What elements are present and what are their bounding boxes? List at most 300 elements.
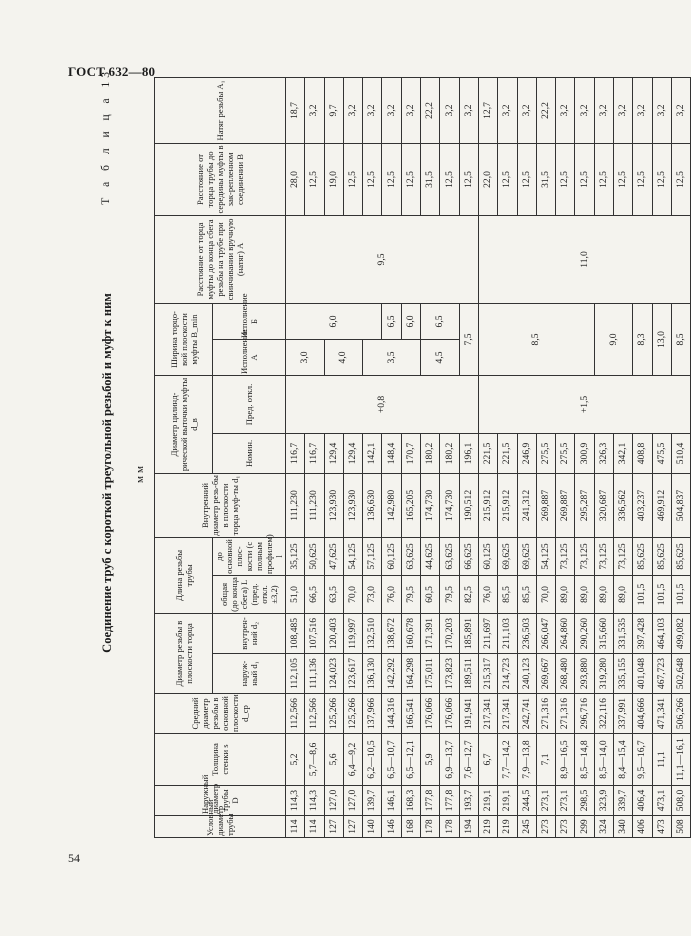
- cell-s: 8,4—15,4: [614, 734, 633, 786]
- cell-s: 6,9—13,7: [440, 734, 459, 786]
- cell-l: 54,125: [343, 537, 362, 575]
- cell-version-ab: 9,0: [594, 303, 633, 375]
- cell-dsr: 506,266: [671, 694, 690, 734]
- cell-distance-mid: 12,5: [671, 143, 690, 215]
- cell-dn: 142,1: [363, 433, 382, 473]
- cell-d2: 120,403: [324, 613, 343, 653]
- cell-D: 273,1: [556, 786, 575, 816]
- col-distance-mid: Расстояние от торца трубы до середины муфты в зак-репленном соединении B: [155, 143, 286, 215]
- cell-l: 85,625: [633, 537, 652, 575]
- col-full-length: до основной плос-кости (с полным профилем) l: [214, 534, 284, 574]
- cell-dn: 300,9: [575, 433, 594, 473]
- cell-dm: 142,980: [382, 473, 401, 537]
- cell-dn: 275,5: [556, 433, 575, 473]
- cell-distance-mid: 12,5: [517, 143, 536, 215]
- cell-D: 219,1: [498, 786, 517, 816]
- cell-tightening: 3,2: [614, 77, 633, 143]
- cell-l: 73,125: [575, 537, 594, 575]
- cell-distance-mid: 12,5: [594, 143, 613, 215]
- cell-D: 127,0: [324, 786, 343, 816]
- cell-D: 219,1: [478, 786, 497, 816]
- cell-distance-runout: 9,5: [286, 215, 479, 303]
- cell-du: 473: [652, 816, 671, 838]
- cell-d2: 397,428: [633, 613, 652, 653]
- cell-d2: 138,672: [382, 613, 401, 653]
- cell-d1: 269,667: [536, 654, 555, 694]
- cell-recess-deviation: +0,8: [286, 375, 479, 433]
- cell-l: 73,125: [614, 537, 633, 575]
- cell-d1: 214,723: [498, 654, 517, 694]
- cell-dn: 170,7: [401, 433, 420, 473]
- cell-L: 66,5: [305, 575, 324, 613]
- cell-s: 5,7—8,6: [305, 734, 324, 786]
- table-caption: Соединение труб с короткой треугольной резьбой и муфт к ним: [100, 293, 114, 653]
- cell-version-ab: 13,0: [652, 303, 671, 375]
- col-outer-diameter: Наружный диаметр трубы D: [155, 786, 286, 816]
- cell-version-ab: 7,5: [459, 303, 478, 375]
- cell-d2: 266,047: [536, 613, 555, 653]
- cell-du: 178: [440, 816, 459, 838]
- cell-tightening: 3,2: [343, 77, 362, 143]
- cell-tightening: 3,2: [594, 77, 613, 143]
- cell-d2: 236,503: [517, 613, 536, 653]
- cell-D: 146,1: [382, 786, 401, 816]
- cell-d2: 107,516: [305, 613, 324, 653]
- table-row: [614, 77, 633, 837]
- cell-du: 324: [594, 816, 613, 838]
- cell-L: 63,5: [324, 575, 343, 613]
- cell-dsr: 144,316: [382, 694, 401, 734]
- cell-d1: 293,880: [575, 654, 594, 694]
- cell-d1: 175,011: [421, 654, 440, 694]
- cell-L: 101,5: [652, 575, 671, 613]
- table-row: [498, 77, 517, 837]
- cell-distance-mid: 31,5: [536, 143, 555, 215]
- cell-distance-mid: 12,5: [401, 143, 420, 215]
- cell-s: 5,6: [324, 734, 343, 786]
- cell-version-b: 6,0: [286, 303, 382, 339]
- col-total-length: общая (до конца сбега) L (пред. откл. ±3,2): [213, 575, 286, 613]
- cell-L: 60,5: [421, 575, 440, 613]
- cell-L: 89,0: [575, 575, 594, 613]
- cell-d1: 124,023: [324, 654, 343, 694]
- cell-dm: 269,887: [536, 473, 555, 537]
- cell-s: 8,9—16,5: [556, 734, 575, 786]
- cell-tightening: 3,2: [382, 77, 401, 143]
- cell-d2: 132,510: [363, 613, 382, 653]
- cell-dm: 504,837: [671, 473, 690, 537]
- table-row: [478, 77, 497, 837]
- cell-s: 5,2: [286, 734, 305, 786]
- cell-recess-deviation: +1,5: [478, 375, 690, 433]
- cell-d2: 464,103: [652, 613, 671, 653]
- cell-s: 8,5—14,8: [575, 734, 594, 786]
- cell-d2: 331,535: [614, 613, 633, 653]
- cell-dm: 215,912: [478, 473, 497, 537]
- cell-d2: 185,891: [459, 613, 478, 653]
- cell-tightening: 3,2: [305, 77, 324, 143]
- cell-distance-mid: 12,5: [363, 143, 382, 215]
- cell-l: 85,625: [652, 537, 671, 575]
- cell-distance-mid: 12,5: [556, 143, 575, 215]
- cell-du: 146: [382, 816, 401, 838]
- cell-s: 6,5—10,7: [382, 734, 401, 786]
- cell-du: 406: [633, 816, 652, 838]
- cell-D: 177,8: [421, 786, 440, 816]
- cell-dm: 123,930: [324, 473, 343, 537]
- cell-d2: 499,082: [671, 613, 690, 653]
- cell-L: 101,5: [671, 575, 690, 613]
- table-row: [382, 77, 401, 837]
- cell-D: 168,3: [401, 786, 420, 816]
- cell-d1: 335,155: [614, 654, 633, 694]
- cell-dsr: 137,966: [363, 694, 382, 734]
- cell-version-b: 6,5: [382, 303, 401, 339]
- cell-dsr: 191,941: [459, 694, 478, 734]
- cell-l: 50,625: [305, 537, 324, 575]
- cell-dm: 174,730: [421, 473, 440, 537]
- cell-dm: 215,912: [498, 473, 517, 537]
- cell-dm: 174,730: [440, 473, 459, 537]
- cell-distance-mid: 19,0: [324, 143, 343, 215]
- cell-l: 60,125: [382, 537, 401, 575]
- table-row: [343, 77, 362, 837]
- cell-version-ab: 8,5: [478, 303, 594, 375]
- cell-distance-mid: 12,5: [343, 143, 362, 215]
- cell-tightening: 22,2: [421, 77, 440, 143]
- col-group-thread-diameter: Диаметр резьбы в плоскости торца: [155, 613, 213, 693]
- table-row: [536, 77, 555, 837]
- cell-dsr: 337,991: [614, 694, 633, 734]
- table-row: [324, 77, 343, 837]
- cell-distance-mid: 12,5: [575, 143, 594, 215]
- cell-l: 85,625: [671, 537, 690, 575]
- cell-d1: 215,317: [478, 654, 497, 694]
- cell-l: 73,125: [556, 537, 575, 575]
- col-inner-thread-diameter: Внутренний диаметр резь-бы в плоскости торца муф-ты d₁: [155, 473, 286, 537]
- cell-dn: 116,7: [286, 433, 305, 473]
- cell-dn: 342,1: [614, 433, 633, 473]
- cell-D: 139,7: [363, 786, 382, 816]
- cell-d1: 136,130: [363, 654, 382, 694]
- table-row: [459, 77, 478, 837]
- cell-dm: 136,630: [363, 473, 382, 537]
- cell-d2: 290,260: [575, 613, 594, 653]
- cell-L: 89,0: [556, 575, 575, 613]
- table-row: [594, 77, 613, 837]
- cell-dsr: 296,716: [575, 694, 594, 734]
- cell-dsr: 125,266: [324, 694, 343, 734]
- cell-L: 89,0: [614, 575, 633, 613]
- table-row: [556, 77, 575, 837]
- cell-D: 339,7: [614, 786, 633, 816]
- cell-dsr: 112,566: [305, 694, 324, 734]
- cell-dm: 269,887: [556, 473, 575, 537]
- table-row: [633, 77, 652, 837]
- cell-dm: 403,237: [633, 473, 652, 537]
- cell-dm: 111,230: [305, 473, 324, 537]
- cell-tightening: 3,2: [440, 77, 459, 143]
- col-group-recess-diameter: Диаметр цилинд-рической выточки муфты d_в: [155, 375, 213, 473]
- cell-version-b: 6,5: [421, 303, 460, 339]
- cell-version-a: 3,0: [286, 339, 325, 375]
- cell-s: 6,5—12,1: [401, 734, 420, 786]
- cell-du: 299: [575, 816, 594, 838]
- table-row: [305, 77, 324, 837]
- cell-dsr: 217,341: [478, 694, 497, 734]
- cell-dsr: 176,066: [421, 694, 440, 734]
- cell-du: 114: [286, 816, 305, 838]
- table-row: [421, 77, 440, 837]
- cell-tightening: 3,2: [556, 77, 575, 143]
- cell-tightening: 3,2: [652, 77, 671, 143]
- cell-version-a: 4,0: [324, 339, 363, 375]
- cell-l: 54,125: [536, 537, 555, 575]
- cell-du: 245: [517, 816, 536, 838]
- cell-version-ab: 8,3: [633, 303, 652, 375]
- cell-dsr: 217,341: [498, 694, 517, 734]
- cell-dm: 241,312: [517, 473, 536, 537]
- cell-d1: 111,136: [305, 654, 324, 694]
- cell-D: 298,5: [575, 786, 594, 816]
- table-row: [575, 77, 594, 837]
- cell-du: 273: [556, 816, 575, 838]
- col-conditional-diameter: Условный диаметр трубы: [155, 816, 286, 838]
- cell-du: 140: [363, 816, 382, 838]
- cell-L: 101,5: [633, 575, 652, 613]
- cell-d2: 160,678: [401, 613, 420, 653]
- cell-d1: 189,511: [459, 654, 478, 694]
- cell-du: 273: [536, 816, 555, 838]
- cell-dn: 180,2: [421, 433, 440, 473]
- cell-dn: 129,4: [343, 433, 362, 473]
- cell-l: 60,125: [478, 537, 497, 575]
- cell-tightening: 3,2: [459, 77, 478, 143]
- cell-l: 73,125: [594, 537, 613, 575]
- cell-dsr: 471,341: [652, 694, 671, 734]
- cell-dsr: 404,666: [633, 694, 652, 734]
- cell-s: 7,9—13,8: [517, 734, 536, 786]
- table-body: [286, 77, 691, 837]
- cell-l: 35,125: [286, 537, 305, 575]
- cell-L: 70,0: [343, 575, 362, 613]
- cell-L: 79,5: [401, 575, 420, 613]
- cell-d1: 401,048: [633, 654, 652, 694]
- cell-version-a: 4,5: [421, 339, 460, 375]
- cell-d1: 142,292: [382, 654, 401, 694]
- cell-d1: 467,723: [652, 654, 671, 694]
- cell-tightening: 3,2: [498, 77, 517, 143]
- cell-distance-mid: 12,5: [614, 143, 633, 215]
- cell-dn: 408,8: [633, 433, 652, 473]
- cell-D: 177,8: [440, 786, 459, 816]
- col-outer-d1: наруж-ный d₁: [213, 654, 286, 694]
- cell-L: 79,5: [440, 575, 459, 613]
- cell-s: 7,6—12,7: [459, 734, 478, 786]
- cell-dn: 221,5: [498, 433, 517, 473]
- cell-dsr: 166,541: [401, 694, 420, 734]
- cell-s: 8,5—14,0: [594, 734, 613, 786]
- cell-dsr: 271,316: [556, 694, 575, 734]
- cell-d1: 319,280: [594, 654, 613, 694]
- cell-tightening: 9,7: [324, 77, 343, 143]
- cell-du: 127: [324, 816, 343, 838]
- cell-L: 82,5: [459, 575, 478, 613]
- cell-L: 76,0: [478, 575, 497, 613]
- cell-s: 7,7—14,2: [498, 734, 517, 786]
- cell-version-ab: 8,5: [671, 303, 690, 375]
- cell-distance-mid: 12,5: [459, 143, 478, 215]
- col-group-thread-length: Длина резьбы трубы: [155, 537, 213, 613]
- cell-D: 114,3: [286, 786, 305, 816]
- cell-L: 89,0: [594, 575, 613, 613]
- cell-dn: 148,4: [382, 433, 401, 473]
- cell-d2: 108,485: [286, 613, 305, 653]
- cell-dn: 129,4: [324, 433, 343, 473]
- cell-tightening: 3,2: [575, 77, 594, 143]
- cell-du: 168: [401, 816, 420, 838]
- cell-tightening: 3,2: [363, 77, 382, 143]
- cell-distance-mid: 22,0: [478, 143, 497, 215]
- cell-l: 63,625: [440, 537, 459, 575]
- document-header: ГОСТ 632—80: [68, 64, 156, 79]
- cell-L: 70,0: [536, 575, 555, 613]
- cell-D: 244,5: [517, 786, 536, 816]
- cell-L: 51,0: [286, 575, 305, 613]
- cell-d1: 112,105: [286, 654, 305, 694]
- cell-dn: 180,2: [440, 433, 459, 473]
- cell-d2: 211,103: [498, 613, 517, 653]
- col-inner-d2: внутрен-ний d₂: [213, 613, 286, 653]
- cell-s: 11,1: [652, 734, 671, 786]
- cell-d1: 173,823: [440, 654, 459, 694]
- cell-L: 85,5: [498, 575, 517, 613]
- cell-d2: 170,203: [440, 613, 459, 653]
- col-recess-nominal: Номин.: [213, 433, 286, 473]
- cell-s: 6,2—10,5: [363, 734, 382, 786]
- cell-l: 44,625: [421, 537, 440, 575]
- cell-d1: 240,123: [517, 654, 536, 694]
- cell-L: 85,5: [517, 575, 536, 613]
- cell-d2: 315,660: [594, 613, 613, 653]
- table-row: [401, 77, 420, 837]
- cell-distance-mid: 12,5: [440, 143, 459, 215]
- cell-tightening: 3,2: [401, 77, 420, 143]
- cell-dm: 190,512: [459, 473, 478, 537]
- cell-dn: 116,7: [305, 433, 324, 473]
- cell-d2: 171,391: [421, 613, 440, 653]
- cell-du: 194: [459, 816, 478, 838]
- cell-dsr: 125,266: [343, 694, 362, 734]
- rotated-table-block: [100, 68, 687, 838]
- cell-dn: 326,3: [594, 433, 613, 473]
- cell-D: 127,0: [343, 786, 362, 816]
- cell-dsr: 242,741: [517, 694, 536, 734]
- cell-dn: 196,1: [459, 433, 478, 473]
- cell-du: 219: [498, 816, 517, 838]
- cell-dn: 246,9: [517, 433, 536, 473]
- cell-tightening: 18,7: [286, 77, 305, 143]
- cell-dm: 165,205: [401, 473, 420, 537]
- cell-D: 406,4: [633, 786, 652, 816]
- col-recess-deviation: Пред. откл.: [213, 375, 286, 433]
- cell-dn: 475,5: [652, 433, 671, 473]
- cell-distance-mid: 12,5: [498, 143, 517, 215]
- cell-d2: 211,697: [478, 613, 497, 653]
- cell-l: 69,625: [517, 537, 536, 575]
- cell-dm: 111,230: [286, 473, 305, 537]
- cell-dn: 510,4: [671, 433, 690, 473]
- cell-distance-mid: 31,5: [421, 143, 440, 215]
- thread-table: [154, 77, 691, 838]
- cell-distance-mid: 12,5: [305, 143, 324, 215]
- cell-d1: 164,298: [401, 654, 420, 694]
- cell-du: 114: [305, 816, 324, 838]
- cell-dn: 275,5: [536, 433, 555, 473]
- cell-tightening: 12,7: [478, 77, 497, 143]
- cell-l: 66,625: [459, 537, 478, 575]
- cell-d2: 264,860: [556, 613, 575, 653]
- cell-l: 47,625: [324, 537, 343, 575]
- cell-s: 11,1—16,1: [671, 734, 690, 786]
- col-version-a: Исполнение А: [213, 339, 286, 375]
- cell-dsr: 176,066: [440, 694, 459, 734]
- cell-s: 6,4—9,2: [343, 734, 362, 786]
- cell-du: 508: [671, 816, 690, 838]
- cell-distance-runout: 11,0: [478, 215, 690, 303]
- cell-L: 76,0: [382, 575, 401, 613]
- col-mean-diameter: Средний диаметр резьбы в основной плоскости d_ср: [155, 694, 286, 734]
- cell-distance-mid: 12,5: [633, 143, 652, 215]
- cell-D: 193,7: [459, 786, 478, 816]
- cell-version-a: 3,5: [363, 339, 421, 375]
- table-row: [517, 77, 536, 837]
- page-number: 54: [68, 851, 80, 865]
- col-group-face-width: Ширина торцо-вой плоскости муфты B_min: [155, 303, 213, 375]
- cell-dm: 295,287: [575, 473, 594, 537]
- table-row: [286, 77, 305, 837]
- cell-du: 178: [421, 816, 440, 838]
- cell-s: 5,9: [421, 734, 440, 786]
- cell-D: 114,3: [305, 786, 324, 816]
- units-label: мм: [134, 463, 146, 483]
- cell-l: 69,625: [498, 537, 517, 575]
- cell-d1: 502,648: [671, 654, 690, 694]
- cell-s: 6,7: [478, 734, 497, 786]
- col-version-b: Исполнение Б: [213, 303, 286, 339]
- cell-tightening: 22,2: [536, 77, 555, 143]
- cell-dn: 221,5: [478, 433, 497, 473]
- cell-dsr: 322,116: [594, 694, 613, 734]
- cell-dsr: 112,566: [286, 694, 305, 734]
- cell-D: 508,0: [671, 786, 690, 816]
- cell-s: 7,1: [536, 734, 555, 786]
- cell-dm: 123,930: [343, 473, 362, 537]
- cell-L: 73,0: [363, 575, 382, 613]
- cell-dm: 469,912: [652, 473, 671, 537]
- table-row: [363, 77, 382, 837]
- cell-tightening: 3,2: [671, 77, 690, 143]
- col-distance-runout: Расстояние от торца муфты до конца сбега резьбы на трубе при свинчивании вручную (натяг) A: [155, 215, 286, 303]
- cell-s: 9,5—16,7: [633, 734, 652, 786]
- cell-du: 127: [343, 816, 362, 838]
- cell-l: 57,125: [363, 537, 382, 575]
- table-row: [440, 77, 459, 837]
- cell-d1: 123,617: [343, 654, 362, 694]
- cell-l: 63,625: [401, 537, 420, 575]
- cell-distance-mid: 12,5: [652, 143, 671, 215]
- col-tightening: Натяг резьбы A₁: [155, 77, 286, 143]
